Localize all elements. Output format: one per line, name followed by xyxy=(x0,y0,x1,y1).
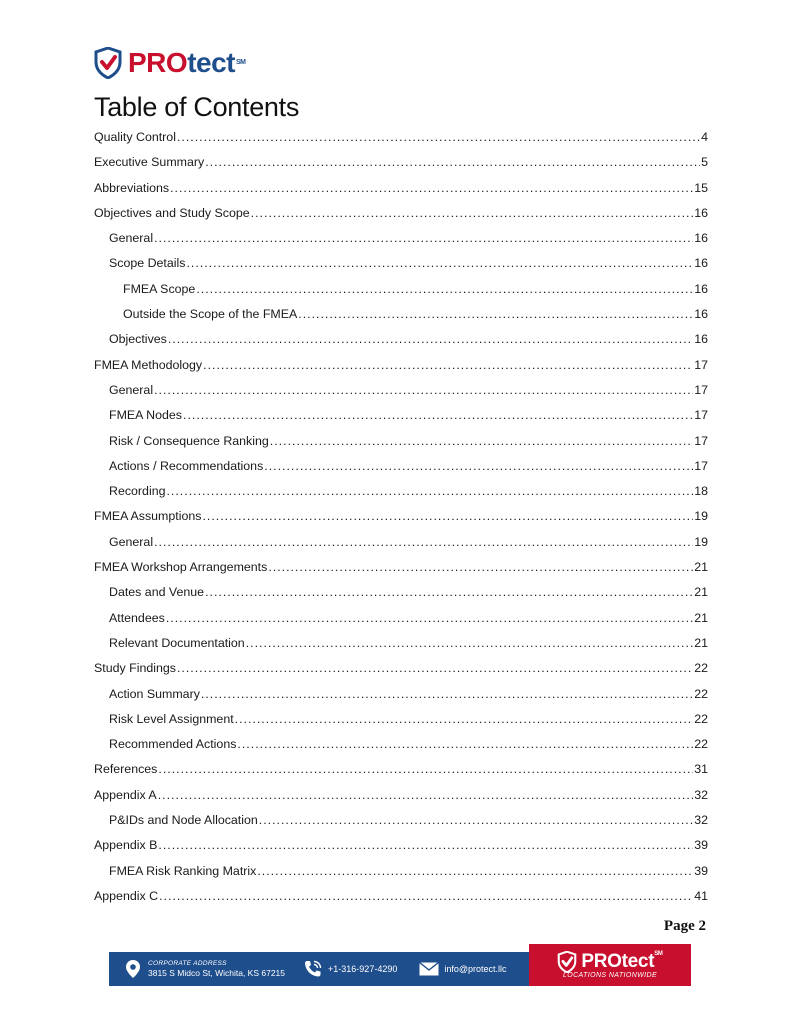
toc-leader-dots xyxy=(154,380,693,400)
toc-leader-dots xyxy=(237,734,693,754)
toc-entry[interactable] xyxy=(94,304,708,329)
toc-entry[interactable] xyxy=(94,253,708,278)
page-title: Table of Contents xyxy=(94,92,300,122)
footer-brand-wordmark: PROtect℠ xyxy=(581,951,663,972)
toc-entry-label: P&IDs and Node Allocation xyxy=(109,813,258,828)
toc-entry-page: 39 xyxy=(694,863,708,878)
toc-entry-page: 17 xyxy=(694,408,708,423)
toc-leader-dots xyxy=(298,304,693,324)
toc-entry-label: General xyxy=(109,534,154,549)
toc-entry-page: 31 xyxy=(694,762,708,777)
toc-leader-dots xyxy=(177,127,700,147)
address-value: 3815 S Midco St, Wichita, KS 67215 xyxy=(148,968,286,978)
toc-entry-label: Study Findings xyxy=(94,661,176,676)
toc-entry-page: 16 xyxy=(694,231,708,246)
address-label: CORPORATE ADDRESS xyxy=(148,960,227,967)
toc-entry-page: 41 xyxy=(694,888,708,903)
toc-entry-label: Executive Summary xyxy=(94,155,205,170)
toc-leader-dots xyxy=(166,608,693,628)
footer-phone xyxy=(303,959,397,979)
toc-entry-label: FMEA Risk Ranking Matrix xyxy=(109,863,257,878)
toc-leader-dots xyxy=(186,253,693,273)
service-mark: SM xyxy=(235,59,246,66)
toc-leader-dots xyxy=(235,709,694,729)
toc-entry[interactable] xyxy=(94,759,708,784)
footer-address xyxy=(123,959,285,979)
toc-entry-label: Actions / Recommendations xyxy=(109,458,264,473)
toc-entry-page: 21 xyxy=(694,610,708,625)
toc-entry[interactable] xyxy=(94,329,708,354)
table-of-contents xyxy=(94,127,708,911)
toc-entry-label: Recording xyxy=(109,484,166,499)
toc-leader-dots xyxy=(158,759,693,779)
toc-entry-label: Objectives and Study Scope xyxy=(94,205,250,220)
toc-entry[interactable] xyxy=(94,532,708,557)
toc-entry-page: 4 xyxy=(701,130,708,144)
toc-leader-dots xyxy=(246,633,694,653)
location-pin-icon xyxy=(123,959,143,979)
toc-entry-label: Risk Level Assignment xyxy=(109,711,234,726)
phone-icon xyxy=(303,959,323,979)
toc-entry[interactable] xyxy=(94,380,708,405)
toc-entry-page: 21 xyxy=(694,560,708,575)
toc-entry-page: 22 xyxy=(694,661,708,676)
toc-entry-label: Abbreviations xyxy=(94,180,170,195)
toc-entry-page: 16 xyxy=(694,256,708,271)
toc-entry-label: Quality Control xyxy=(94,130,176,144)
toc-entry-label: References xyxy=(94,762,158,777)
toc-entry-label: Objectives xyxy=(109,332,167,347)
toc-leader-dots xyxy=(158,785,694,805)
toc-entry[interactable] xyxy=(94,582,708,607)
toc-entry-page: 18 xyxy=(694,484,708,499)
toc-entry-page: 16 xyxy=(694,332,708,347)
footer-brand-tagline: LOCATIONS NATIONWIDE xyxy=(562,972,658,979)
toc-leader-dots xyxy=(259,810,693,830)
toc-entry[interactable] xyxy=(94,835,708,860)
toc-entry[interactable] xyxy=(94,506,708,531)
toc-entry-page: 19 xyxy=(694,534,708,549)
toc-entry-page: 17 xyxy=(694,382,708,397)
toc-entry[interactable] xyxy=(94,152,708,177)
toc-leader-dots xyxy=(202,506,693,526)
toc-leader-dots xyxy=(205,152,700,172)
toc-entry-page: 22 xyxy=(694,737,708,752)
toc-entry[interactable] xyxy=(94,203,708,228)
toc-leader-dots xyxy=(170,178,693,198)
toc-entry-label: FMEA Scope xyxy=(123,281,196,296)
toc-entry-label: Recommended Actions xyxy=(109,737,237,752)
toc-entry-label: Scope Details xyxy=(109,256,186,271)
toc-leader-dots xyxy=(201,684,693,704)
toc-entry[interactable] xyxy=(94,178,708,203)
toc-entry-label: Action Summary xyxy=(109,686,200,701)
toc-entry-label: Appendix B xyxy=(94,838,158,853)
toc-leader-dots xyxy=(168,329,693,349)
toc-leader-dots xyxy=(166,481,693,501)
toc-entry-page: 21 xyxy=(694,585,708,600)
envelope-icon xyxy=(419,959,439,979)
toc-entry-page: 39 xyxy=(694,838,708,853)
toc-entry-page: 17 xyxy=(694,458,708,473)
toc-entry[interactable] xyxy=(94,684,708,709)
toc-entry-page: 15 xyxy=(694,180,708,195)
toc-leader-dots xyxy=(268,557,693,577)
toc-leader-dots xyxy=(205,582,693,602)
toc-leader-dots xyxy=(251,203,694,223)
toc-entry-label: General xyxy=(109,382,154,397)
footer-banner xyxy=(109,944,691,986)
toc-entry[interactable] xyxy=(94,557,708,582)
toc-leader-dots xyxy=(154,532,693,552)
logo-wordmark: PROtect℠ xyxy=(128,47,246,78)
toc-entry[interactable] xyxy=(94,279,708,304)
shield-check-icon xyxy=(94,47,122,79)
toc-entry-page: 22 xyxy=(694,711,708,726)
toc-entry[interactable] xyxy=(94,608,708,633)
toc-leader-dots xyxy=(183,405,693,425)
toc-entry[interactable] xyxy=(94,886,708,911)
toc-entry-label: Dates and Venue xyxy=(109,585,205,600)
toc-entry-page: 22 xyxy=(694,686,708,701)
toc-leader-dots xyxy=(203,355,693,375)
toc-entry-page: 32 xyxy=(694,813,708,828)
toc-leader-dots xyxy=(196,279,693,299)
toc-entry[interactable] xyxy=(94,633,708,658)
toc-entry-page: 17 xyxy=(694,357,708,372)
toc-entry-label: Attendees xyxy=(109,610,165,625)
toc-leader-dots xyxy=(154,228,693,248)
toc-leader-dots xyxy=(264,456,693,476)
toc-entry-page: 16 xyxy=(694,281,708,296)
toc-entry-page: 21 xyxy=(694,635,708,650)
toc-entry-label: Risk / Consequence Ranking xyxy=(109,433,269,448)
toc-leader-dots xyxy=(177,658,693,678)
email-address: info@protect.llc xyxy=(444,964,507,974)
toc-entry[interactable] xyxy=(94,456,708,481)
toc-entry-label: Relevant Documentation xyxy=(109,635,245,650)
header-logo xyxy=(94,46,245,80)
page-number: Page 2 xyxy=(663,918,706,934)
toc-entry-label: FMEA Methodology xyxy=(94,357,203,372)
phone-number: +1-316-927-4290 xyxy=(328,964,398,974)
toc-entry[interactable] xyxy=(94,709,708,734)
toc-leader-dots xyxy=(159,886,693,906)
toc-entry-page: 32 xyxy=(694,787,708,802)
toc-leader-dots xyxy=(270,431,693,451)
toc-entry[interactable] xyxy=(94,127,708,152)
toc-entry-label: Outside the Scope of the FMEA xyxy=(123,307,298,322)
toc-entry[interactable] xyxy=(94,810,708,835)
shield-check-icon xyxy=(557,951,577,973)
toc-entry[interactable] xyxy=(94,355,708,380)
toc-entry-label: Appendix A xyxy=(94,787,157,802)
toc-entry[interactable] xyxy=(94,228,708,253)
toc-entry-page: 16 xyxy=(694,205,708,220)
toc-leader-dots xyxy=(158,835,693,855)
footer-email xyxy=(419,959,506,979)
toc-entry[interactable] xyxy=(94,431,708,456)
toc-entry-label: General xyxy=(109,231,154,246)
toc-entry-label: FMEA Workshop Arrangements xyxy=(94,560,268,575)
toc-entry-label: FMEA Nodes xyxy=(109,408,182,423)
toc-entry[interactable] xyxy=(94,861,708,886)
toc-entry-page: 19 xyxy=(694,509,708,524)
toc-entry-label: Appendix C xyxy=(94,888,159,903)
toc-entry[interactable] xyxy=(94,734,708,759)
footer-brand xyxy=(529,944,691,986)
toc-entry-page: 17 xyxy=(694,433,708,448)
toc-entry-page: 16 xyxy=(694,307,708,322)
toc-entry[interactable] xyxy=(94,658,708,683)
toc-entry-label: FMEA Assumptions xyxy=(94,509,202,524)
toc-entry[interactable] xyxy=(94,405,708,430)
toc-entry-page: 5 xyxy=(701,155,708,170)
toc-entry[interactable] xyxy=(94,785,708,810)
toc-entry[interactable] xyxy=(94,481,708,506)
toc-leader-dots xyxy=(257,861,693,881)
